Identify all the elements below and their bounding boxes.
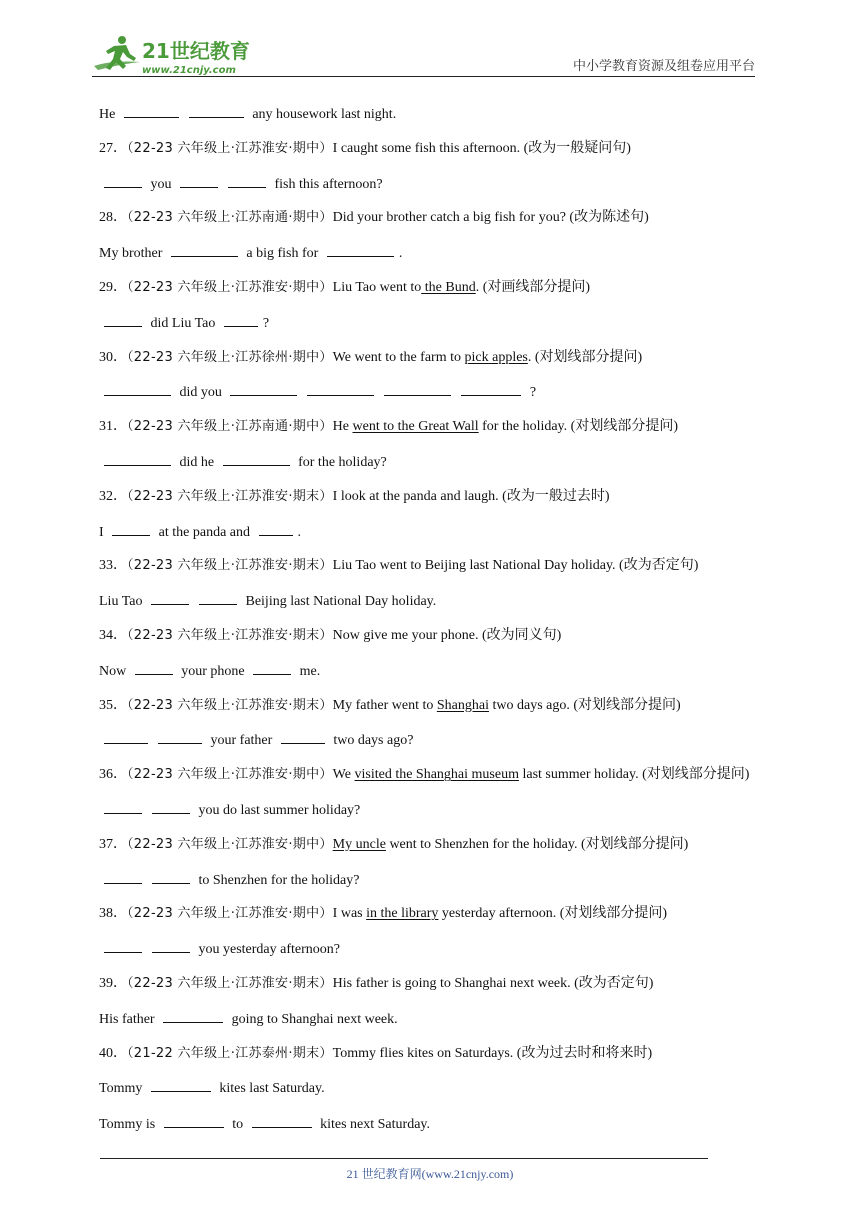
- question-text: last summer holiday. (对划线部分提问): [518, 767, 750, 783]
- answer-line: [99, 1077, 769, 1099]
- question-number: 28．: [99, 210, 127, 226]
- answer-blank[interactable]: [104, 799, 142, 814]
- question-source: （22-23 六年级上·江苏南通·期中）: [127, 210, 333, 226]
- question-line: [99, 626, 769, 646]
- question-number: 39．: [99, 975, 127, 991]
- question-text: We: [332, 767, 355, 783]
- answer-line: [99, 1008, 769, 1030]
- question-source: （22-23 六年级上·江苏淮安·期末）: [127, 488, 333, 504]
- question-text: went to Shenzhen for the holiday. (对划线部分提问): [385, 836, 689, 852]
- question-line: [99, 835, 769, 855]
- answer-blank[interactable]: [163, 1008, 223, 1023]
- question-source: （22-23 六年级上·江苏淮安·期末）: [127, 697, 333, 713]
- underlined-phrase: My uncle: [332, 836, 386, 852]
- answer-line: [99, 451, 769, 473]
- question-text: to: [228, 1117, 247, 1133]
- question-text: two days ago?: [329, 733, 414, 749]
- question-text: Tommy is: [99, 1117, 159, 1133]
- question-text: at the panda and: [155, 524, 254, 540]
- question-source: （22-23 六年级上·江苏淮安·期中）: [127, 140, 333, 156]
- underlined-phrase: went to the Great Wall: [352, 419, 479, 435]
- question-text: for the holiday?: [294, 454, 387, 470]
- question-text: I caught some fish this afternoon. (改为一般疑问句): [332, 140, 631, 156]
- question-number: 38．: [99, 906, 127, 922]
- question-number: 36．: [99, 767, 127, 783]
- answer-blank[interactable]: [152, 799, 190, 814]
- question-text: Now give me your phone. (改为同义句): [332, 627, 562, 643]
- question-source: （22-23 六年级上·江苏淮安·期中）: [127, 836, 333, 852]
- question-text: ?: [526, 385, 537, 401]
- answer-line: [99, 938, 769, 960]
- question-text: going to Shanghai next week.: [228, 1011, 398, 1027]
- question-line: [99, 1044, 769, 1064]
- question-number: 33．: [99, 558, 127, 574]
- question-number: 35．: [99, 697, 127, 713]
- underlined-phrase: visited the Shanghai museum: [354, 767, 519, 783]
- answer-line: [99, 1113, 769, 1135]
- answer-blank[interactable]: [307, 381, 374, 396]
- answer-blank[interactable]: [164, 1113, 224, 1128]
- question-text: me.: [296, 663, 321, 679]
- question-text: Liu Tao went to Beijing last National Day holiday. (改为否定句): [332, 558, 699, 574]
- answer-blank[interactable]: [224, 312, 258, 327]
- question-line: [99, 417, 769, 437]
- answer-blank[interactable]: [199, 590, 237, 605]
- question-text: I look at the panda and laugh. (改为一般过去时): [332, 488, 610, 504]
- page-footer: 21 世纪教育网(www.21cnjy.com): [346, 1167, 514, 1181]
- platform-name: 中小学教育资源及组卷应用平台: [572, 59, 755, 74]
- answer-line: [99, 103, 769, 125]
- question-text: . (对划线部分提问): [527, 349, 643, 365]
- answer-blank[interactable]: [259, 521, 293, 536]
- answer-blank[interactable]: [104, 938, 142, 953]
- question-line: [99, 487, 769, 507]
- question-text: Liu Tao went to: [332, 279, 422, 295]
- answer-blank[interactable]: [189, 103, 244, 118]
- question-text: any housework last night.: [248, 107, 397, 122]
- question-text: your phone: [177, 663, 249, 679]
- question-line: [99, 904, 769, 924]
- answer-blank[interactable]: [104, 173, 142, 188]
- answer-blank[interactable]: [461, 381, 521, 396]
- footer-divider: [100, 1158, 708, 1159]
- question-text: Beijing last National Day holiday.: [241, 594, 437, 610]
- question-text: My father went to: [332, 697, 437, 713]
- answer-blank[interactable]: [228, 173, 266, 188]
- answer-blank[interactable]: [223, 451, 290, 466]
- question-line: [99, 139, 769, 159]
- answer-blank[interactable]: [151, 590, 189, 605]
- answer-blank[interactable]: [152, 869, 190, 884]
- question-text: Did your brother catch a big fish for you? (改为陈述句): [332, 210, 649, 226]
- answer-blank[interactable]: [151, 1077, 211, 1092]
- question-text: .: [297, 524, 302, 540]
- question-text: two days ago. (对划线部分提问): [488, 697, 681, 713]
- question-text: did Liu Tao: [147, 315, 219, 331]
- answer-line: [99, 869, 769, 891]
- question-text: did you: [176, 385, 226, 401]
- question-text: your father: [207, 733, 276, 749]
- question-line: [99, 348, 769, 368]
- underlined-phrase: the Bund: [421, 279, 476, 295]
- question-number: 32．: [99, 488, 127, 504]
- question-line: [99, 974, 769, 994]
- question-text: . (对画线部分提问): [475, 279, 591, 295]
- question-line: [99, 765, 769, 785]
- question-text: a big fish for: [242, 246, 322, 262]
- logo-icon: [92, 32, 262, 76]
- question-text: kites last Saturday.: [215, 1081, 325, 1097]
- question-text: ?: [262, 315, 270, 331]
- answer-blank[interactable]: [104, 381, 171, 396]
- answer-blank[interactable]: [171, 242, 238, 257]
- answer-line: [99, 173, 769, 195]
- question-source: （21-22 六年级上·江苏泰州·期末）: [127, 1045, 333, 1061]
- answer-blank[interactable]: [104, 869, 142, 884]
- answer-blank[interactable]: [124, 103, 179, 118]
- answer-blank[interactable]: [253, 660, 291, 675]
- question-text: His father: [99, 1011, 159, 1027]
- question-text: did he: [176, 454, 218, 470]
- question-text: for the holiday. (对划线部分提问): [478, 419, 678, 435]
- question-text: to Shenzhen for the holiday?: [195, 872, 360, 888]
- question-text: kites next Saturday.: [316, 1117, 430, 1133]
- question-list: [99, 103, 769, 1149]
- question-source: （22-23 六年级上·江苏南通·期中）: [127, 419, 333, 435]
- question-text: We went to the farm to: [332, 349, 465, 365]
- answer-blank[interactable]: [104, 312, 142, 327]
- underlined-phrase: pick apples: [464, 349, 528, 365]
- question-line: [99, 556, 769, 576]
- header-divider: [92, 76, 755, 77]
- question-text: you do last summer holiday?: [195, 802, 361, 818]
- question-source: （22-23 六年级上·江苏淮安·期末）: [127, 558, 333, 574]
- question-text: Tommy: [99, 1081, 146, 1097]
- question-number: 31．: [99, 419, 127, 435]
- answer-blank[interactable]: [158, 729, 202, 744]
- answer-line: [99, 381, 769, 403]
- question-text: My brother: [99, 246, 166, 262]
- question-text: Now: [99, 663, 130, 679]
- answer-blank[interactable]: [152, 938, 190, 953]
- answer-line: [99, 312, 769, 334]
- answer-blank[interactable]: [104, 729, 148, 744]
- question-number: 30．: [99, 349, 127, 365]
- question-line: [99, 696, 769, 716]
- question-source: （22-23 六年级上·江苏淮安·期末）: [127, 975, 333, 991]
- question-text: He: [99, 107, 119, 122]
- question-number: 34．: [99, 627, 127, 643]
- question-text: He: [332, 419, 353, 435]
- answer-blank[interactable]: [252, 1113, 312, 1128]
- question-text: .: [398, 246, 403, 262]
- question-text: you: [147, 176, 175, 192]
- answer-blank[interactable]: [104, 451, 171, 466]
- question-source: （22-23 六年级上·江苏淮安·期末）: [127, 627, 333, 643]
- question-text: you yesterday afternoon?: [195, 942, 340, 958]
- answer-line: [99, 590, 769, 612]
- answer-blank[interactable]: [327, 242, 394, 257]
- answer-line: [99, 799, 769, 821]
- question-source: （22-23 六年级上·江苏徐州·期中）: [127, 349, 333, 365]
- answer-blank[interactable]: [180, 173, 218, 188]
- answer-line: [99, 521, 769, 543]
- question-text: I was: [332, 906, 367, 922]
- question-source: （22-23 六年级上·江苏淮安·期中）: [127, 279, 333, 295]
- question-number: 27．: [99, 140, 127, 156]
- logo-text: 21世纪教育: [142, 39, 250, 63]
- question-text: Tommy flies kites on Saturdays. (改为过去时和将来时): [332, 1045, 653, 1061]
- answer-line: [99, 729, 769, 751]
- question-source: （22-23 六年级上·江苏淮安·期中）: [127, 767, 333, 783]
- answer-blank[interactable]: [112, 521, 150, 536]
- answer-blank[interactable]: [135, 660, 173, 675]
- question-text: His father is going to Shanghai next week. (改为否定句): [332, 975, 654, 991]
- question-text: yesterday afternoon. (对划线部分提问): [438, 906, 668, 922]
- question-source: （22-23 六年级上·江苏淮安·期中）: [127, 906, 333, 922]
- question-number: 29．: [99, 279, 127, 295]
- question-text: I: [99, 524, 108, 540]
- answer-blank[interactable]: [384, 381, 451, 396]
- question-line: [99, 278, 769, 298]
- answer-blank[interactable]: [281, 729, 325, 744]
- question-line: [99, 208, 769, 228]
- answer-blank[interactable]: [230, 381, 297, 396]
- underlined-phrase: Shanghai: [436, 697, 489, 713]
- answer-line: [99, 660, 769, 682]
- logo-url: www.21cnjy.com: [142, 65, 236, 76]
- question-number: 40．: [99, 1045, 127, 1061]
- underlined-phrase: in the library: [366, 906, 439, 922]
- question-number: 37．: [99, 836, 127, 852]
- question-text: Liu Tao: [99, 594, 146, 610]
- answer-line: [99, 242, 769, 264]
- page-header: [92, 30, 755, 78]
- question-text: fish this afternoon?: [271, 176, 383, 192]
